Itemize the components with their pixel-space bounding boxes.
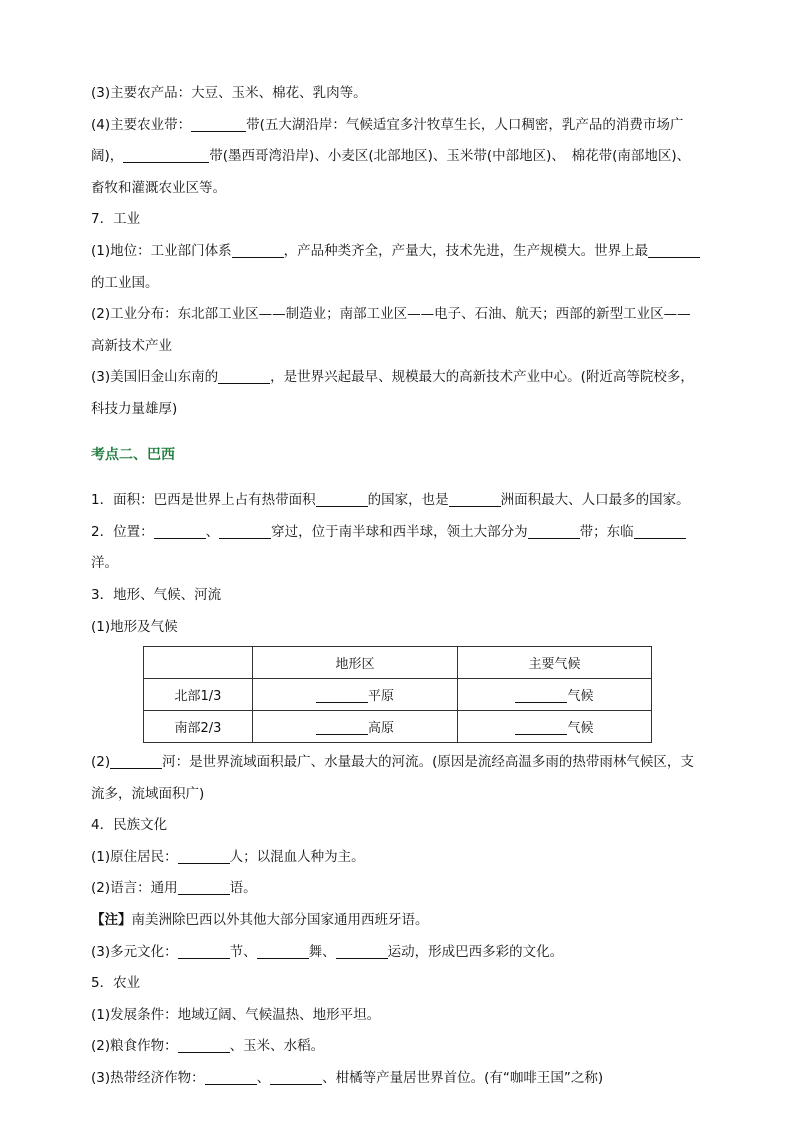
blank-line	[178, 1037, 230, 1053]
text: ，产品种类齐全，产量大，技术先进，生产规模大。世界上最	[283, 242, 649, 259]
text: 5．农业	[91, 975, 141, 992]
text: 带(墨西哥湾沿岸)、小麦区(北部地区)、玉米带(中部地区)、 棉花带(南部地区)、畜牧和灌溉农业区等。	[91, 148, 691, 196]
text: 高原	[367, 721, 394, 737]
text: 舞、	[308, 943, 336, 960]
table-header-cell	[144, 647, 253, 679]
text-line	[91, 485, 703, 517]
blank-line	[634, 523, 686, 539]
text: 、	[256, 1070, 271, 1087]
text: 穿过，位于南半球和西半球，领土大部分为	[271, 523, 528, 540]
text: 、玉米、水稻。	[229, 1038, 325, 1055]
text-line	[91, 517, 703, 580]
text-line	[91, 110, 703, 205]
text: (3)热带经济作物：	[91, 1070, 205, 1087]
table-cell-climate	[458, 711, 652, 743]
text-line	[91, 1031, 703, 1063]
text: (1)原住居民：	[91, 848, 178, 865]
text: (1)地位：工业部门体系	[91, 242, 232, 259]
text-line	[91, 747, 703, 810]
text: 节、	[229, 943, 257, 960]
text: (2)语言：通用	[91, 880, 178, 897]
text-line	[91, 612, 703, 644]
blank-line	[270, 1069, 322, 1085]
text: 1．面积：巴西是世界上占有热带面积	[91, 492, 316, 509]
text: ，是世界兴起最早、规模最大的高新技术产业中心。(附近高等院校多，科技力量雄厚)	[91, 369, 694, 417]
text: 4．民族文化	[91, 817, 168, 834]
section-title	[91, 580, 703, 612]
blank-line	[515, 719, 567, 735]
text: 语。	[229, 880, 257, 897]
text: 7．工业	[91, 211, 141, 228]
blank-line	[110, 753, 162, 769]
text: 、	[205, 523, 220, 540]
blank-line	[178, 848, 230, 864]
text: (4)主要农业带：	[91, 116, 192, 133]
text: 气候	[567, 689, 594, 705]
text: 南美洲除巴西以外其他大部分国家通用西班牙语。	[131, 912, 429, 929]
text: (1)发展条件：地域辽阔、气候温热、地形平坦。	[91, 1006, 381, 1023]
table-cell-region: 南部2/3	[144, 711, 253, 743]
text: (1)地形及气候	[91, 618, 178, 635]
blank-line	[515, 687, 567, 703]
blank-line	[232, 242, 284, 258]
text: (2)粮食作物：	[91, 1038, 178, 1055]
text: 平原	[367, 689, 394, 705]
text: 河：是世界流域面积最广、水量最大的河流。(原因是流经高温多雨的热带雨林气候区，支流多，流域面积广)	[91, 754, 694, 802]
table-cell-terrain	[253, 679, 458, 711]
blank-line	[123, 147, 209, 163]
blank-line	[191, 116, 246, 132]
section-title	[91, 968, 703, 1000]
note-line	[91, 905, 703, 937]
table-header-row	[144, 647, 652, 679]
text: 运动，形成巴西多彩的文化。	[387, 943, 564, 960]
table-cell-region: 北部1/3	[144, 679, 253, 711]
terrain-climate-table	[143, 646, 652, 743]
table-header-cell: 地形区	[253, 647, 458, 679]
blank-line	[205, 1069, 257, 1085]
blank-line	[316, 719, 368, 735]
text-line	[91, 78, 703, 110]
table-cell-climate	[458, 679, 652, 711]
text-line	[91, 299, 703, 362]
table-row	[144, 711, 652, 743]
blank-line	[449, 491, 501, 507]
text-line	[91, 236, 703, 299]
text: 洲面积最大、人口最多的国家。	[500, 492, 690, 509]
table-header-cell: 主要气候	[458, 647, 652, 679]
blank-line	[316, 491, 368, 507]
text: 的国家，也是	[367, 492, 449, 509]
table-cell-terrain	[253, 711, 458, 743]
text: 考点二、巴西	[91, 446, 175, 463]
text: 、柑橘等产量居世界首位。(有“咖啡王国”之称)	[322, 1070, 604, 1087]
blank-line	[154, 523, 206, 539]
text: 3．地形、气候、河流	[91, 586, 222, 603]
text: 的工业国。	[91, 274, 159, 291]
section-heading	[91, 440, 703, 472]
text-line	[91, 842, 703, 874]
text: (2)	[91, 754, 111, 771]
document-page	[91, 78, 703, 1095]
blank-line	[257, 943, 309, 959]
blank-line	[336, 943, 388, 959]
blank-line	[218, 368, 270, 384]
table-row	[144, 679, 652, 711]
blank-line	[178, 943, 230, 959]
text: 2．位置：	[91, 523, 154, 540]
text: 人；以混血人种为主。	[229, 848, 365, 865]
text: 带；东临	[579, 523, 634, 540]
blank-line	[178, 879, 230, 895]
section-title	[91, 204, 703, 236]
text-line	[91, 1000, 703, 1032]
blank-line	[648, 242, 700, 258]
text: (2)工业分布：东北部工业区——制造业；南部工业区——电子、石油、航天；西部的新型工业区——高新技术产业	[91, 306, 691, 354]
text: (3)美国旧金山东南的	[91, 369, 219, 386]
text-line	[91, 873, 703, 905]
blank-line	[316, 687, 368, 703]
text: 带(五大湖沿岸：气候适宜多汁牧草生长，人口稠密，乳产品的消费市场广阔)，	[91, 116, 684, 165]
section-title	[91, 810, 703, 842]
text: 洋。	[91, 555, 118, 572]
text-line	[91, 937, 703, 969]
blank-line	[528, 523, 580, 539]
blank-line	[219, 523, 271, 539]
note-label: 【注】	[91, 912, 132, 929]
text-line	[91, 1063, 703, 1095]
text: 气候	[567, 721, 594, 737]
text: (3)多元文化：	[91, 943, 178, 960]
text-line	[91, 362, 703, 425]
text: (3)主要农产品：大豆、玉米、棉花、乳肉等。	[91, 85, 367, 101]
